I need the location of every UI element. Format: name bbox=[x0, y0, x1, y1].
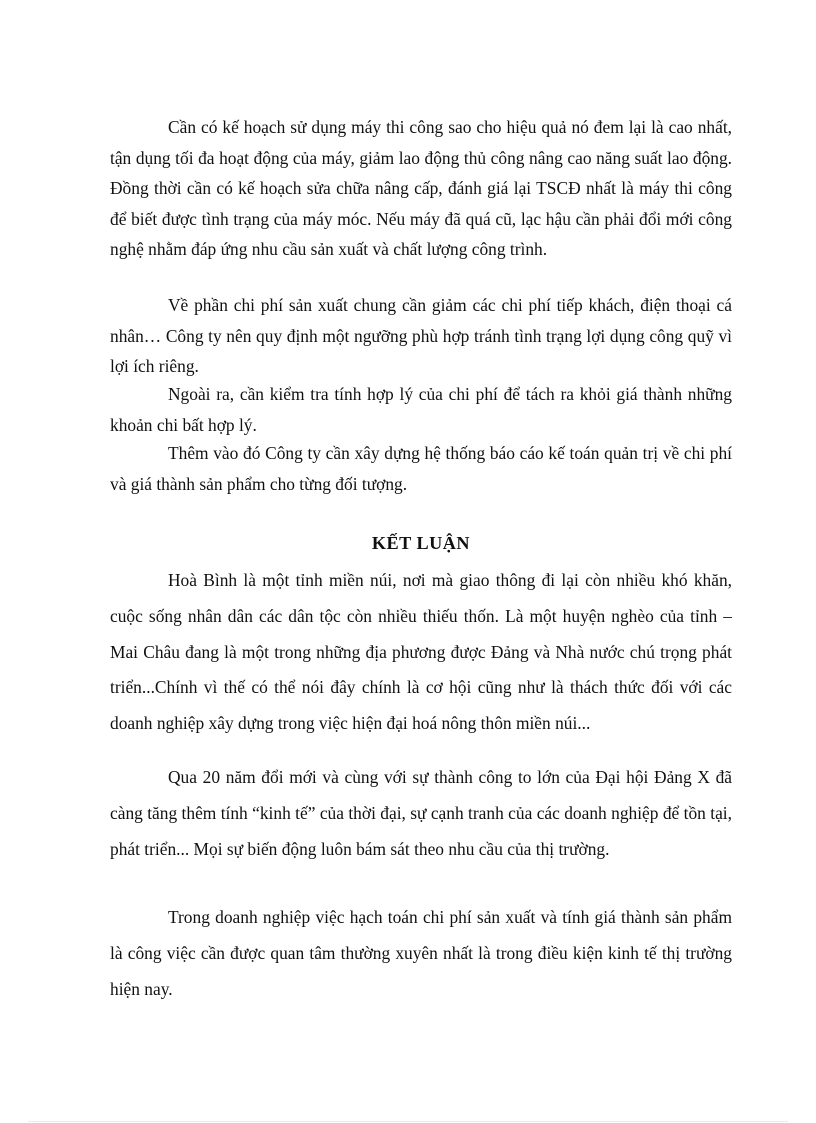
paragraph-hoa-binh: Hoà Bình là một tỉnh miền núi, nơi mà giao thông đi lại còn nhiều khó khăn, cuộc sống nhân dân các dân tộc còn nhiều thiếu thốn. Là một huyện nghèo của tỉnh – Mai Châu đang là một trong những địa phương được Đảng và Nhà nước chú trọng phát triển...Chính vì thế có thể nói đây chính là cơ hội cũng như là thách thức đối với các doanh nghiệp xây dựng trong việc hiện đại hoá nông thôn miền núi... bbox=[110, 570, 732, 734]
paragraph-cost-review: Ngoài ra, cần kiểm tra tính hợp lý của chi phí để tách ra khỏi giá thành những khoản chi bất hợp lý. bbox=[110, 384, 732, 435]
page-bottom-rule bbox=[28, 1121, 788, 1122]
paragraph-renovation: Qua 20 năm đổi mới và cùng với sự thành công to lớn của Đại hội Đảng X đã càng tăng thêm tính “kinh tế” của thời đại, sự cạnh tranh của các doanh nghiệp để tồn tại, phát triển... Mọi sự biến động luôn bám sát theo nhu cầu của thị trường. bbox=[110, 767, 732, 859]
conclusion-heading: KẾT LUẬN bbox=[371, 533, 471, 553]
paragraph-overhead-costs: Về phần chi phí sản xuất chung cần giảm các chi phí tiếp khách, điện thoại cá nhân… Công ty nên quy định một ngưỡng phù hợp tránh tình trạng lợi dụng công quỹ vì lợi ích riêng. bbox=[110, 295, 732, 376]
paragraph-reporting-system: Thêm vào đó Công ty cần xây dựng hệ thống báo cáo kế toán quản trị về chi phí và giá thành sản phẩm cho từng đối tượng. bbox=[110, 443, 732, 494]
paragraph-cost-accounting: Trong doanh nghiệp việc hạch toán chi phí sản xuất và tính giá thành sản phẩm là công việc cần được quan tâm thường xuyên nhất là trong điều kiện kinh tế thị trường hiện nay. bbox=[110, 907, 732, 999]
paragraph-machine-plan: Cần có kế hoạch sử dụng máy thi công sao cho hiệu quả nó đem lại là cao nhất, tận dụng tối đa hoạt động của máy, giảm lao động thủ công nâng cao năng suất lao động. Đồng thời cần có kế hoạch sửa chữa nâng cấp, đánh giá lại TSCĐ nhất là máy thi công để biết được tình trạng của máy móc. Nếu máy đã quá cũ, lạc hậu cần phải đổi mới công nghệ nhằm đáp ứng nhu cầu sản xuất và chất lượng công trình. bbox=[110, 117, 732, 259]
